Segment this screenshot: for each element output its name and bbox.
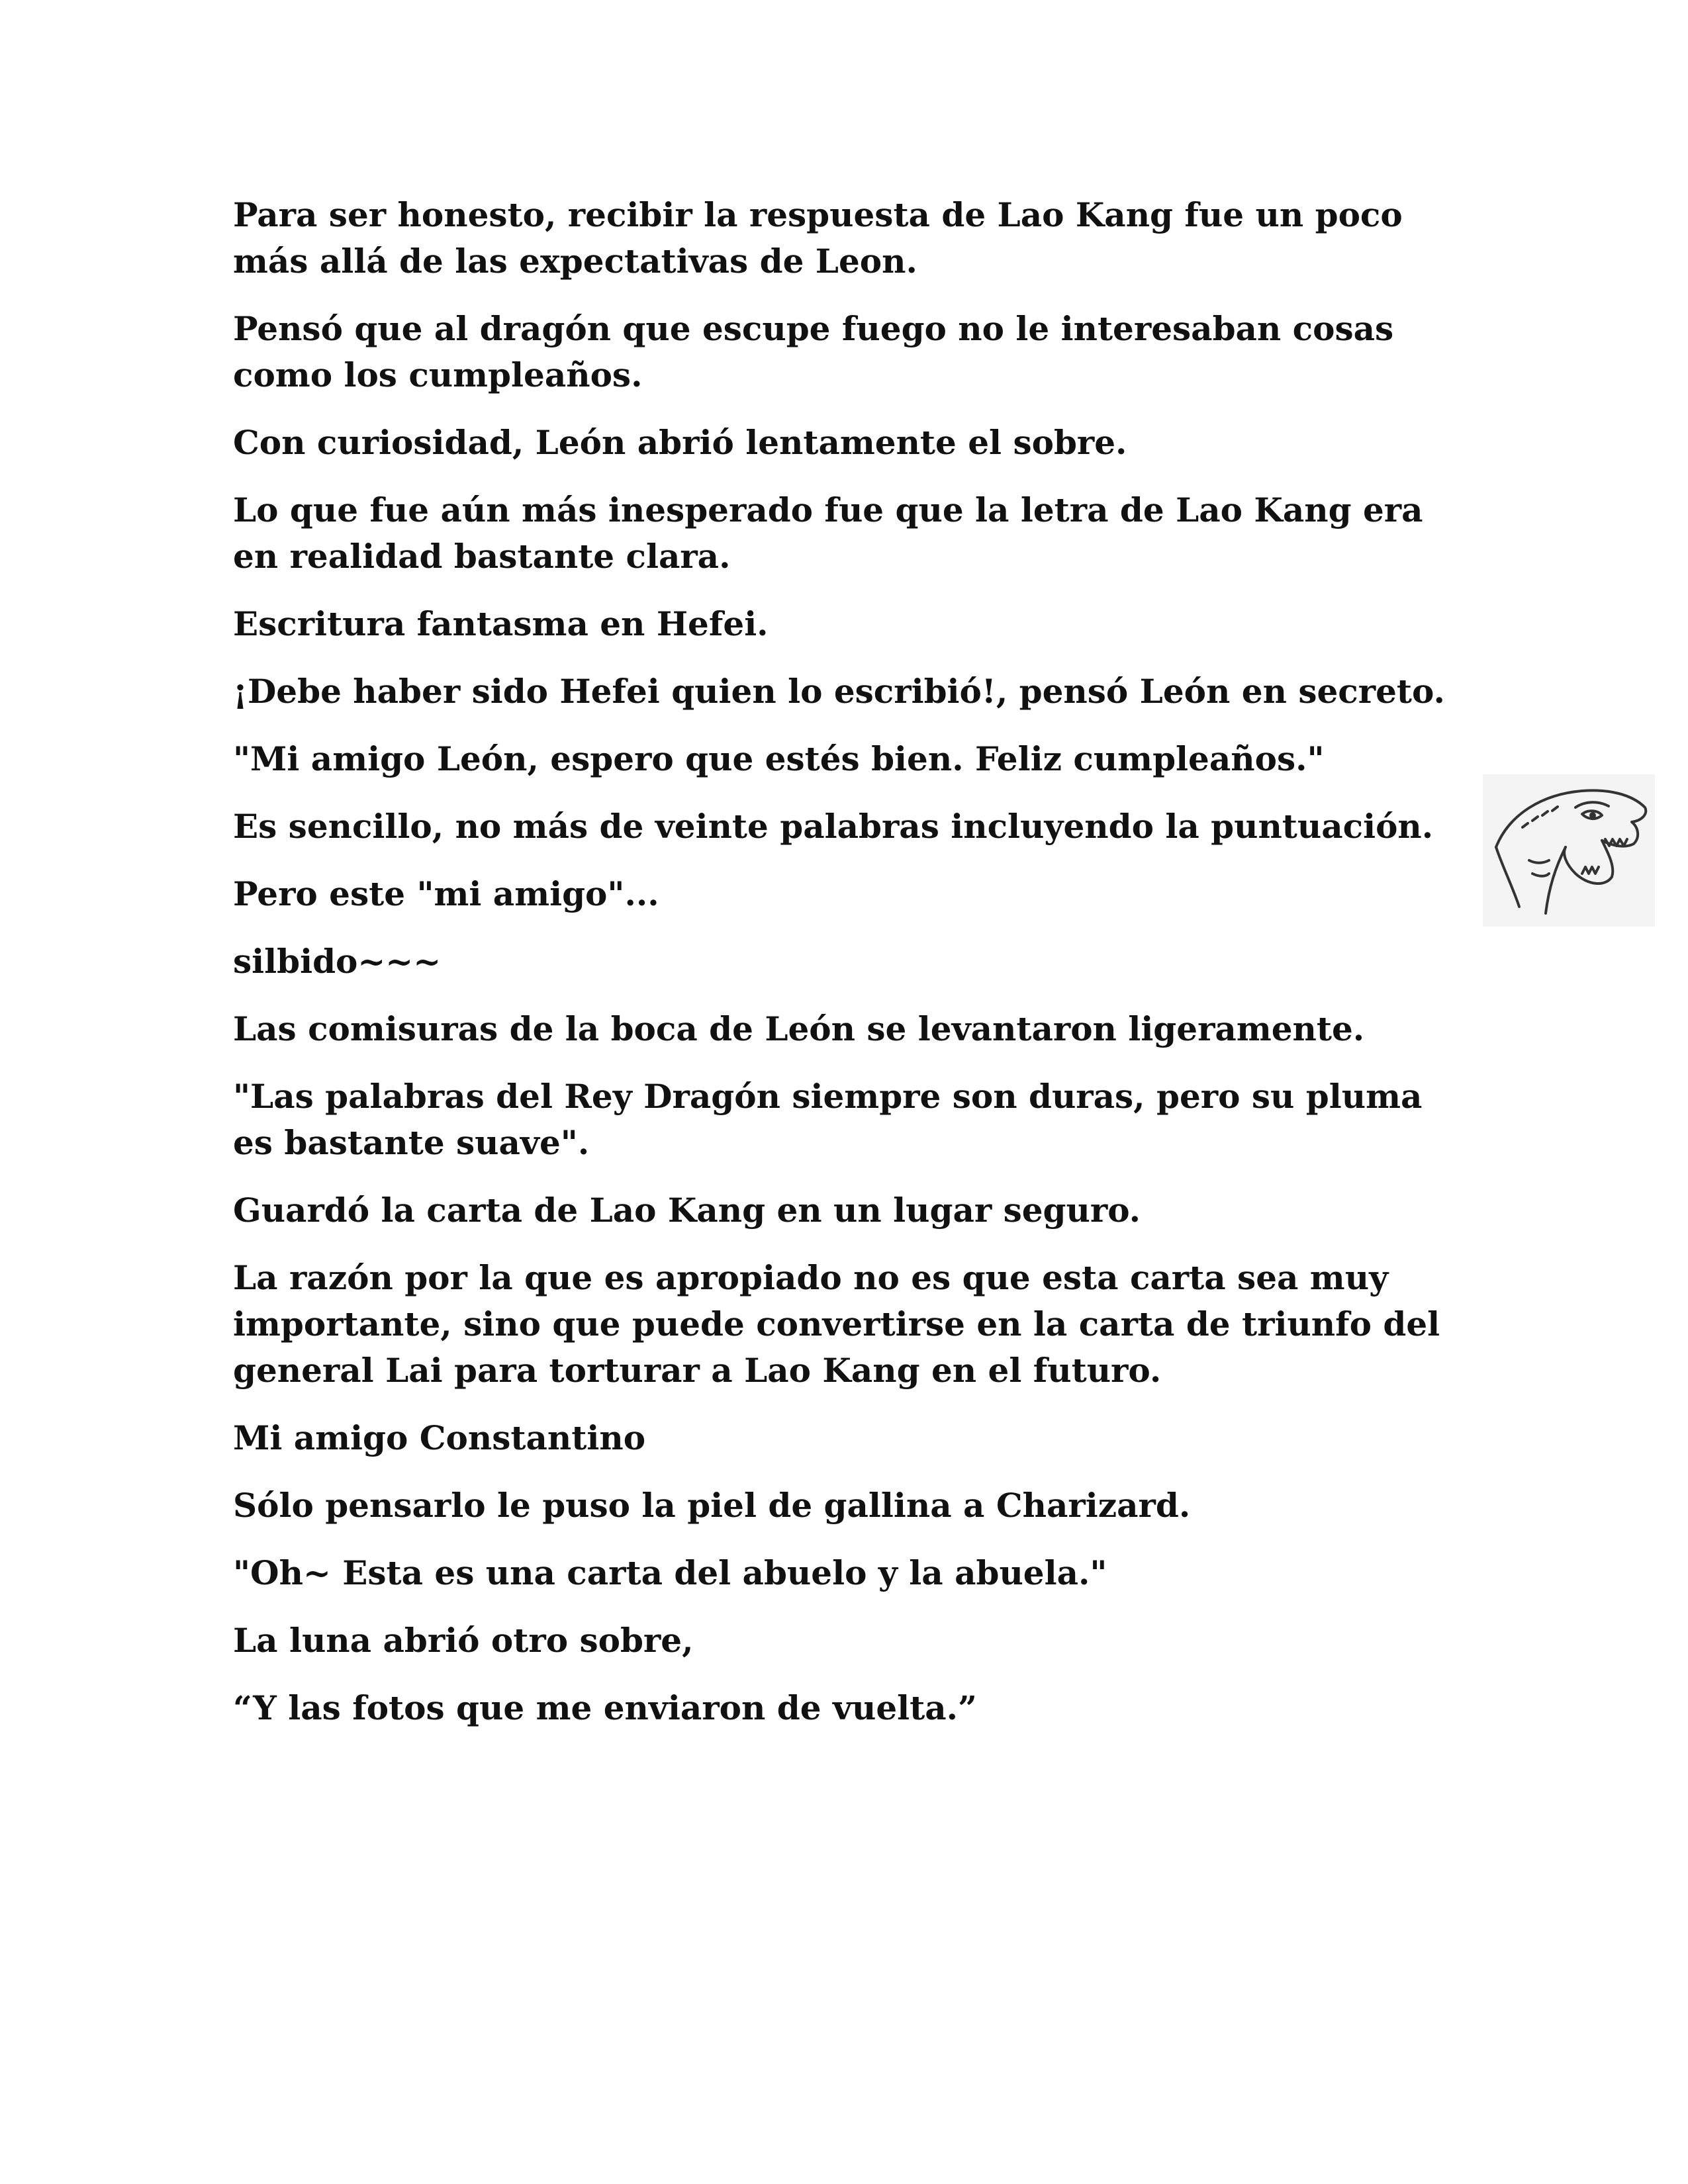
document-body xyxy=(233,192,1471,1752)
paragraph: Mi amigo Constantino xyxy=(233,1418,646,1457)
paragraph: silbido~~~ xyxy=(233,942,442,981)
paragraph: ¡Debe haber sido Hefei quien lo escribió!, pensó León en secreto. xyxy=(233,672,1445,711)
paragraph: Pensó que al dragón que escupe fuego no le interesaban cosas como los cumpleaños. xyxy=(233,309,1394,394)
paragraph: "Las palabras del Rey Dragón siempre son duras, pero su pluma es bastante suave". xyxy=(233,1077,1423,1162)
paragraph: “Y las fotos que me enviaron de vuelta.” xyxy=(233,1688,977,1727)
paragraph: La luna abrió otro sobre, xyxy=(233,1621,694,1660)
paragraph: Las comisuras de la boca de León se levantaron ligeramente. xyxy=(233,1009,1365,1048)
paragraph: "Oh~ Esta es una carta del abuelo y la abuela." xyxy=(233,1553,1107,1592)
paragraph: Escritura fantasma en Hefei. xyxy=(233,604,769,643)
paragraph: Sólo pensarlo le puso la piel de gallina a Charizard. xyxy=(233,1486,1191,1525)
paragraph: "Mi amigo León, espero que estés bien. Feliz cumpleaños." xyxy=(233,739,1325,778)
paragraph: Pero este "mi amigo"... xyxy=(233,874,659,913)
dinosaur-head-icon xyxy=(1483,774,1655,927)
paragraph: Guardó la carta de Lao Kang en un lugar seguro. xyxy=(233,1191,1141,1230)
paragraph: Lo que fue aún más inesperado fue que la letra de Lao Kang era en realidad bastante clara. xyxy=(233,490,1423,576)
paragraph: Para ser honesto, recibir la respuesta de Lao Kang fue un poco más allá de las expectativas de Leon. xyxy=(233,195,1403,281)
paragraph: La razón por la que es apropiado no es que esta carta sea muy importante, sino que puede convertirse en la carta de triunfo del general Lai para torturar a Lao Kang en el futuro. xyxy=(233,1258,1440,1390)
paragraph: Es sencillo, no más de veinte palabras incluyendo la puntuación. xyxy=(233,807,1434,846)
paragraph: Con curiosidad, León abrió lentamente el sobre. xyxy=(233,423,1127,462)
